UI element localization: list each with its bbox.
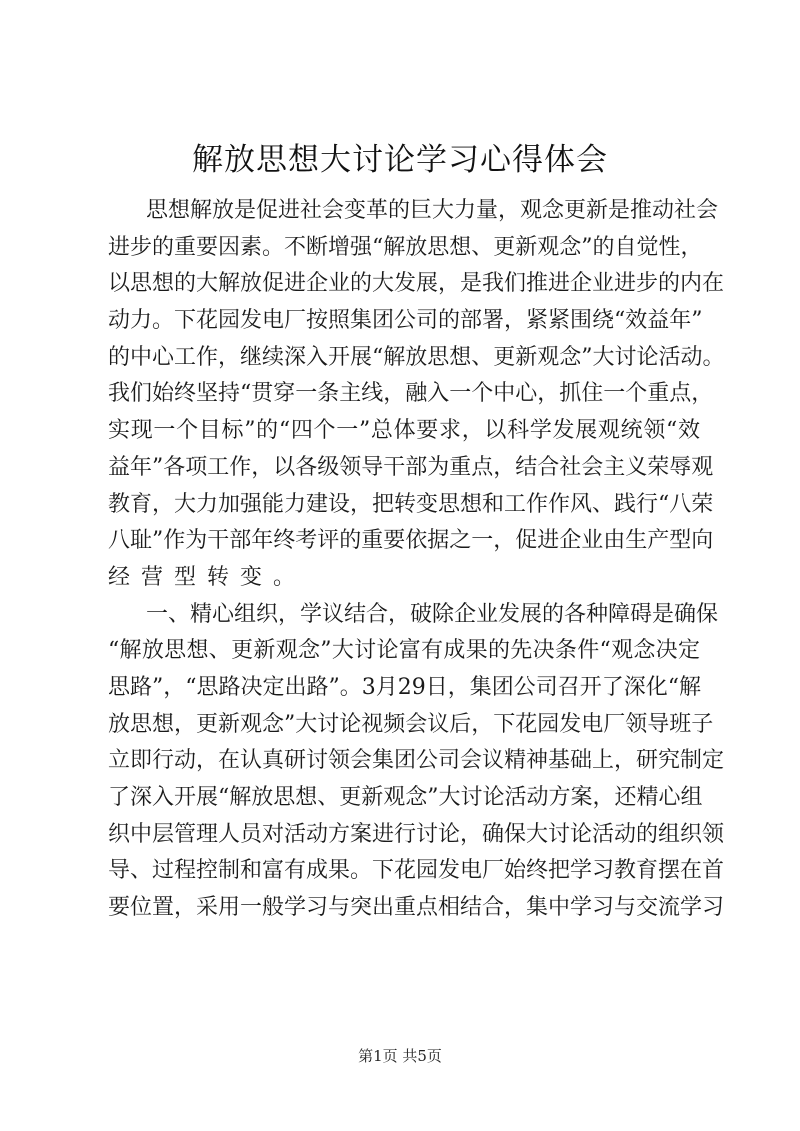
text-line: 放思想，更新观念”大讨论视频会议后，下花园发电厂领导班子 (108, 711, 714, 737)
text-line: 实现一个目标”的“四个一”总体要求，以科学发展观统领“效 (108, 418, 700, 444)
text-line: 的中心工作，继续深入开展“解放思想、更新观念”大讨论活动。 (108, 344, 725, 370)
document-body (108, 193, 725, 927)
text-line: 织中层管理人员对活动方案进行讨论，确保大讨论活动的组织领 (108, 821, 725, 847)
text-line: 要位置，采用一般学习与突出重点相结合，集中学习与交流学习 (108, 895, 725, 921)
text-line: 立即行动，在认真研讨领会集团公司会议精神基础上，研究制定 (108, 748, 725, 774)
text-line: 了深入开展“解放思想、更新观念”大讨论活动方案，还精心组 (108, 785, 703, 810)
text-line: 思想解放是促进社会变革的巨大力量，观念更新是推动社会 (146, 198, 719, 223)
text-line: 一、精心组织，学议结合，破除企业发展的各种障碍是确保 (146, 601, 719, 627)
text-line: 教育，大力加强能力建设，把转变思想和工作作风、践行“八荣 (108, 491, 714, 517)
text-line: 八耻”作为干部年终考评的重要依据之一，促进企业由生产型向 (108, 528, 714, 554)
text-line: 思路”，“思路决定出路”。3月29日，集团公司召开了深化“解 (108, 674, 701, 700)
paragraph (108, 597, 725, 927)
text-line: “解放思想、更新观念”大讨论富有成果的先决条件“观念决定 (108, 638, 700, 664)
text-line: 进步的重要因素。不断增强“解放思想、更新观念”的自觉性， (108, 234, 703, 260)
document-title: 解放思想大讨论学习心得体会 (192, 142, 608, 178)
text-line: 益年”各项工作，以各级领导干部为重点，结合社会主义荣辱观 (108, 454, 714, 480)
paragraph (108, 193, 725, 597)
text-line: 经营型转变。 (108, 564, 307, 590)
text-line: 导、过程控制和富有成果。下花园发电厂始终把学习教育摆在首 (108, 858, 725, 884)
page-number: 第1页 共5页 (358, 1047, 442, 1065)
text-line: 以思想的大解放促进企业的大发展，是我们推进企业进步的内在 (108, 271, 725, 297)
text-line: 动力。下花园发电厂按照集团公司的部署，紧紧围绕“效益年” (108, 308, 703, 334)
text-line: 我们始终坚持“贯穿一条主线，融入一个中心，抓住一个重点， (108, 381, 714, 407)
